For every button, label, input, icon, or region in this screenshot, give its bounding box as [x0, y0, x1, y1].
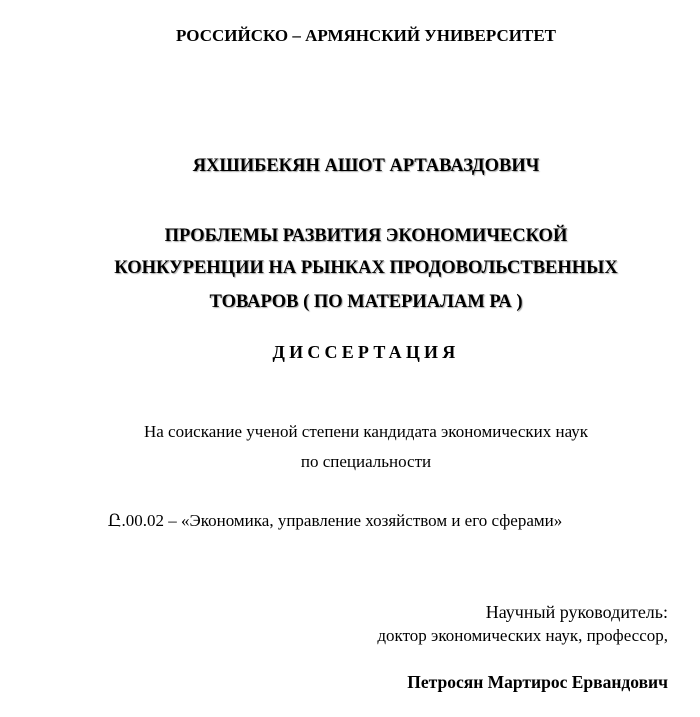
university-name: РОССИЙСКО – АРМЯНСКИЙ УНИВЕРСИТЕТ — [175, 26, 556, 45]
dissertation-title-line: ПРОБЛЕМЫ РАЗВИТИЯ ЭКОНОМИЧЕСКОЙ — [164, 226, 568, 246]
specialty-code: Ը.00.02 – «Экономика, управление хозяйством и его сферами» — [107, 511, 563, 530]
supervisor-degree: доктор экономических наук, профессор, — [377, 626, 668, 645]
supervisor-label: Научный руководитель: — [485, 602, 668, 622]
author-name: ЯХШИБЕКЯН АШОТ АРТАВАЗДОВИЧ — [192, 156, 540, 176]
dissertation-title-line: ТОВАРОВ ( ПО МАТЕРИАЛАМ РА ) — [209, 292, 523, 312]
document-type: ДИССЕРТАЦИЯ — [272, 342, 460, 362]
degree-statement: На соискание ученой степени кандидата экономических наук — [143, 422, 589, 441]
degree-statement-specialty: по специальности — [300, 452, 432, 471]
supervisor-name: Петросян Мартирос Ервандович — [407, 672, 668, 692]
dissertation-title-line: КОНКУРЕНЦИИ НА РЫНКАХ ПРОДОВОЛЬСТВЕННЫХ — [114, 258, 618, 278]
